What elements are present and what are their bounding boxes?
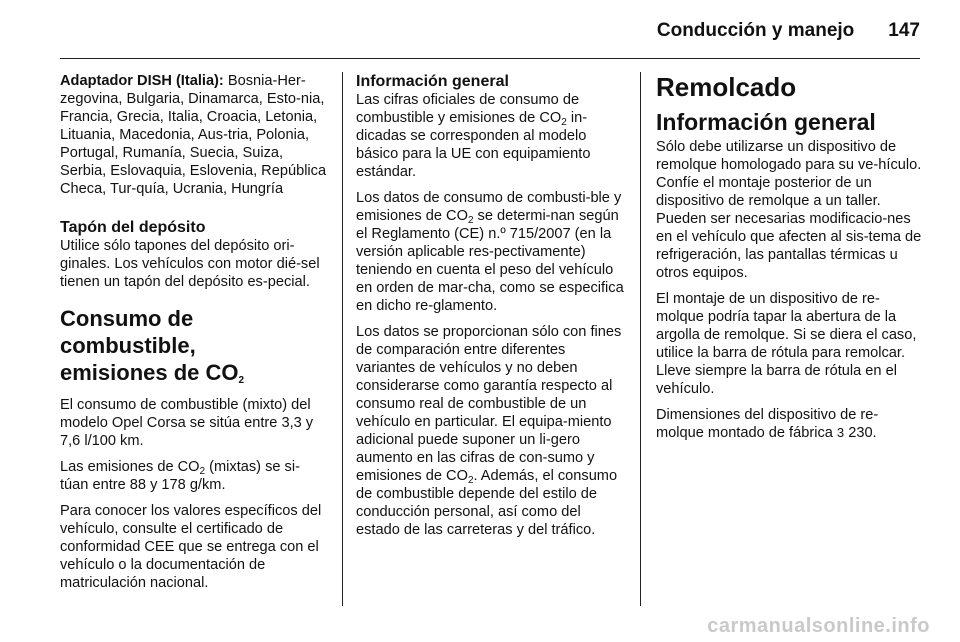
fuel-cap-text: Utilice sólo tapones del depósito ori-ginales. Los vehículos con motor dié-sel tienen un tapón del depósito es-pecial. (60, 238, 320, 290)
p3-text-a: Dimensiones del dispositivo de re-molque montado de fábrica (656, 407, 879, 441)
towing-paragraph-2: El montaje de un dispositivo de re-molque podría tapar la abertura de la argolla de remolque. Si se diera el caso, utilice la barra de rótula para remolcar. Lleve siempre la barra de rótula en el vehículo. (656, 291, 917, 397)
consumption-heading (60, 305, 328, 386)
fuel-cap-heading: Tapón del depósito (60, 219, 206, 236)
p2-text-a: Las emisiones de CO (60, 459, 200, 475)
p3-text-b: . Además, el consumo de combustible depende del estilo de conducción personal, así como del estado de las carreteras y del tráfico. (356, 468, 618, 538)
column-left (60, 72, 328, 600)
p2-text-a: Los datos de consumo de combusti-ble y emisiones de CO (356, 190, 622, 224)
towing-paragraph-3 (656, 406, 922, 442)
column-divider-1 (342, 72, 343, 606)
header-divider (60, 58, 920, 59)
p2-text-b: (mixtas) se si-túan entre 88 y 178 g/km. (60, 459, 300, 493)
towing-general-info-heading: Información general (656, 109, 876, 135)
co2-subscript: 2 (238, 375, 245, 386)
p1-text-b: in-dicadas se corresponden al modelo básico para la UE con equipamiento estándar. (356, 110, 591, 180)
co2-subscript: 2 (561, 117, 567, 128)
dish-adapter-countries: Bosnia-Her-zegovina, Bulgaria, Dinamarca, Esto-nia, Francia, Grecia, Italia, Croacia, Letonia, Lituania, Macedonia, Aus-tria, Polonia, Portugal, Rumanía, Suecia, Suiza, Serbia, Eslovaquia, Eslovenia, República Checa, Tur-quía, Ucrania, Hungría (60, 73, 327, 197)
page-reference-number: 230. (844, 425, 877, 441)
consumption-heading-line2: emisiones de CO (60, 360, 239, 385)
towing-paragraph-1: Sólo debe utilizarse un dispositivo de remolque homologado para su ve-hículo. Confíe el montaje posterior de un dispositivo de remolque a un taller. Pueden ser necesarias modificacio-nes en el vehículo que afecten al sis-tema de refrigeración, las pantallas térmicas u otros equipos. (656, 139, 922, 281)
consumption-paragraph-2 (60, 458, 328, 494)
dish-adapter-label: Adaptador DISH (Italia): (60, 73, 224, 89)
general-info-paragraph-1 (356, 91, 624, 181)
page-reference-arrow-icon: 3 (836, 425, 845, 440)
dish-adapter-paragraph (60, 72, 328, 198)
p1-text-a: Las cifras oficiales de consumo de combustible y emisiones de CO (356, 92, 580, 126)
p2-text-b: se determi-nan según el Reglamento (CE) n.º 715/2007 (en la versión aplicable res-pectivamente) teniendo en cuenta el peso del vehículo en orden de mar-cha, como se especifica en dicho re-glamento. (356, 208, 624, 314)
column-divider-2 (640, 72, 641, 606)
column-middle (356, 72, 624, 547)
general-info-heading: Información general (356, 73, 509, 90)
consumption-paragraph-1: El consumo de combustible (mixto) del modelo Opel Corsa se sitúa entre 3,3 y 7,6 l/100 km. (60, 397, 314, 449)
page-title: Conducción y manejo (656, 20, 855, 41)
consumption-heading-line1: Consumo de combustible, (60, 306, 196, 358)
co2-subscript: 2 (467, 215, 474, 226)
page-header (60, 14, 920, 48)
p3-text-a: Los datos se proporcionan sólo con fines de comparación entre diferentes variantes de vehículos y no deben considerarse como garantía respecto al consumo real de combustible de un vehículo en particular. El equipa-miento adicional puede suponer un li-gero aumento en las cifras de con-sumo y emisiones de CO (356, 324, 622, 484)
towing-heading: Remolcado (656, 72, 797, 102)
consumption-paragraph-3: Para conocer los valores específicos del vehículo, consulte el certificado de conformidad CEE que se entrega con el vehículo o la documentación de matriculación nacional. (60, 503, 322, 591)
co2-subscript: 2 (467, 475, 474, 486)
general-info-paragraph-2 (356, 189, 624, 315)
page-number: 147 (888, 20, 920, 41)
general-info-paragraph-3 (356, 323, 624, 539)
column-right (656, 72, 922, 450)
co2-subscript: 2 (199, 466, 206, 477)
watermark: carmanualsonline.info (707, 615, 930, 637)
